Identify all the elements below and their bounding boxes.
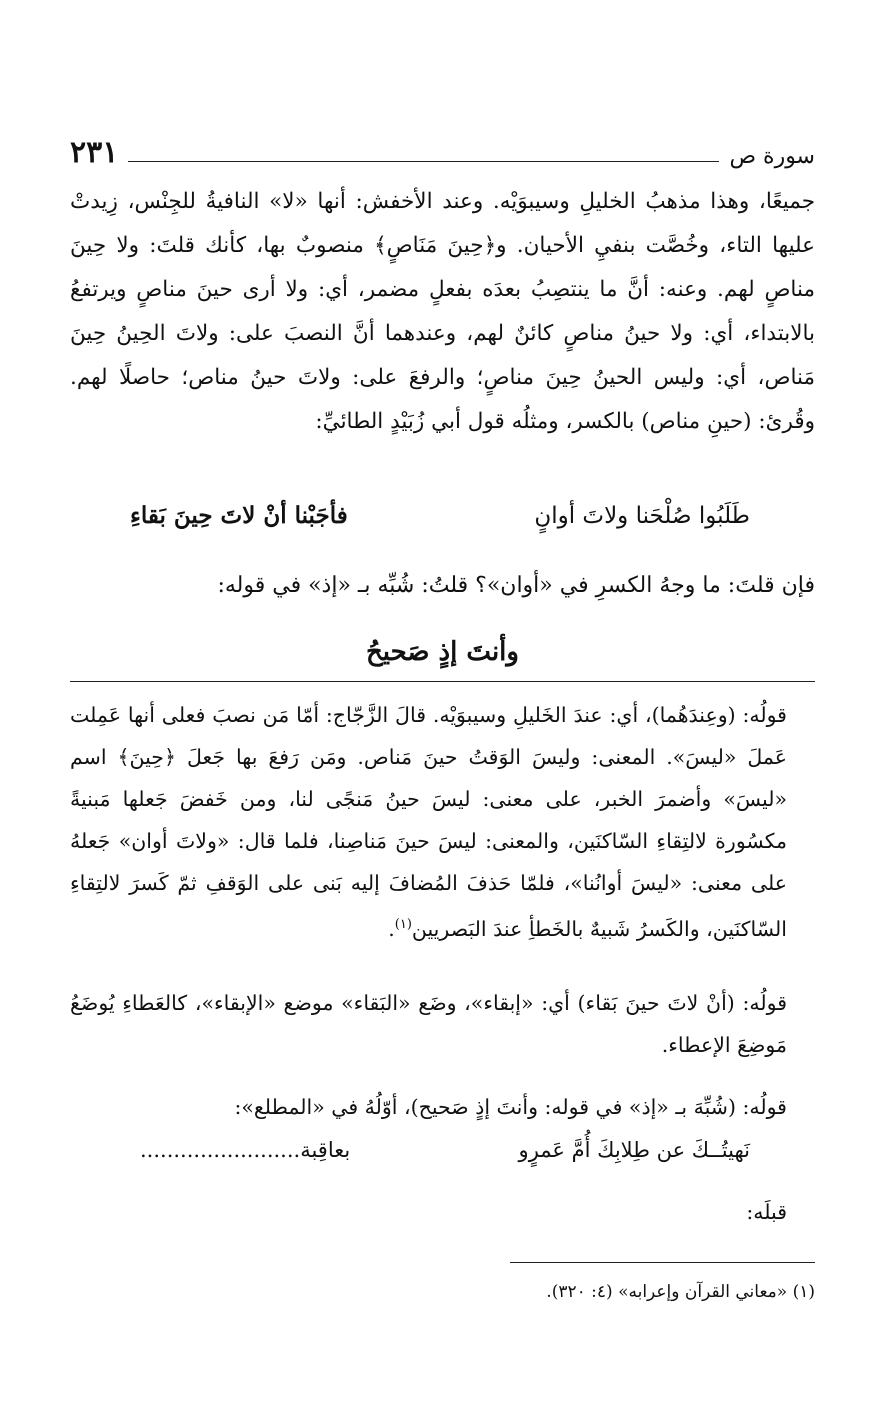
main-paragraph: جميعًا، وهذا مذهبُ الخليلِ وسيبوَيْه. وعند الأخفش: أنها «لا» النافيةُ للجِنْس، زِيدتْ عليها التاء، وخُصَّت بنفيِ الأحيان. و﴿حِينَ مَنَاصٍ﴾ منصوبٌ بها، كأنك قلتَ: ولا حِينَ مناصٍ لهم. وعنه: أنَّ ما ينتصِبُ بعدَه بفعلٍ مضمر، أي: ولا أرى حينَ مناصٍ ويرتفعُ بالابتداء، أي: ولا حينُ مناصٍ كائنٌ لهم، وعندهما أنَّ النصبَ على: ولاتَ الحِينُ حِينَ مَناص، أي: وليس الحينُ حِينَ مناصٍ؛ والرفعَ على: ولاتَ حينُ مناص؛ حاصلًا لهم. وقُرئ: (حينِ مناص) بالكسر، ومثلُه قول أبي زُبَيْدٍ الطائيِّ:: [70, 189, 815, 434]
poetry-verse-2: [140, 1130, 750, 1170]
header-rule: [128, 161, 719, 162]
page-header: [70, 124, 815, 168]
commentary-block-2: [70, 982, 815, 1066]
commentary-paragraph-1: قولُه: (وعِندَهُما)، أي: عندَ الخَليلِ وسيبوَيْه. قالَ الزَّجّاج: أمّا مَن نصبَ فعلى أنها عَمِلت عَملَ «ليسَ». المعنى: وليسَ الوَقتُ حينَ مَناص. ومَن رَفعَ بها جَعلَ ﴿حِينَ﴾ اسم «ليسَ» وأضمرَ الخبر، على معنى: ليسَ حينُ مَنجًى لنا، ومن خَفضَ جَعلها مَبنيةً مكسُورة لالتِقاءِ السّاكنَين، والمعنى: ليسَ حينَ مَناصِنا، فلما قال: «ولاتَ أوان» جَعلهُ على معنى: «ليسَ أوانُنا»، فلمّا حَذفَ المُضافَ إليه بَنى على الوَقفِ ثمّ كَسرَ لالتِقاءِ السّاكنَين، والكَسرُ شَبيهٌ بالخَطأِ عندَ البَصريين$^{(١)}$.: [70, 703, 787, 941]
footnote-marker: (١): [394, 917, 412, 932]
commentary-block-1: [70, 694, 815, 950]
surah-title: سورة ص: [729, 144, 815, 169]
commentary-paragraph-2: قولُه: (أنْ لاتَ حينَ بَقاء) أي: «إبقاء»، وضَع «البَقاء» موضع «الإبقاء»، كالعَطاءِ يُوضَعُ مَوضِعَ الإعطاء.: [70, 991, 787, 1057]
qabla-block: [70, 1192, 815, 1232]
commentary-paragraph-3: قولُه: (شُبِّهَ بـ «إذ» في قوله: وأنتَ إذٍ صَحيح)، أوّلُهُ في «المطلع»:: [234, 1095, 787, 1119]
poetry-verse-1: [130, 496, 750, 536]
verse1-second-hemistich: فأجَبْنا أنْ لاتَ حِينَ بَقاءِ: [130, 502, 348, 529]
main-text-block: [70, 180, 815, 444]
commentary-block-3: [70, 1086, 815, 1128]
page-number: ٢٣١: [70, 135, 119, 170]
commentary1-text: قولُه: (وعِندَهُما)، أي: عندَ الخَليلِ وسيبوَيْه. قالَ الزَّجّاج: أمّا مَن نصبَ فعلى أنها عَمِلت عَملَ «ليسَ». المعنى: وليسَ الوَقتُ حينَ مَناص. ومَن رَفعَ بها جَعلَ ﴿حِينَ﴾ اسم «ليسَ» وأضمرَ الخبر، على معنى: ليسَ حينُ مَنجًى لنا، ومن خَفضَ جَعلها مَبنيةً مكسُورة لالتِقاءِ السّاكنَين، والمعنى: ليسَ حينَ مَناصِنا، فلما قال: «ولاتَ أوان» جَعلهُ على معنى: «ليسَ أوانُنا»، فلمّا حَذفَ المُضافَ إليه بَنى على الوَقفِ ثمّ كَسرَ لالتِقاءِ السّاكنَين، والكَسرُ شَبيهٌ بالخَطأِ عندَ البَصريين: [70, 703, 787, 941]
footnote-rule: [510, 1262, 815, 1263]
verse2-first-hemistich: نَهيتُــكَ عن طِلابِكَ أُمَّ عَمرٍو: [518, 1138, 750, 1162]
quoted-phrase: وأنتَ إذٍ صَحيحُ: [366, 637, 519, 667]
question-line: فإن قلتَ: ما وجهُ الكسرِ في «أوان»؟ قلتُ: شُبِّه بـ «إذ» في قوله:: [217, 573, 815, 598]
qabla-text: قبلَه:: [746, 1200, 787, 1224]
footnote: (١) «معاني القرآن وإعرابه» (٤: ٣٢٠).: [546, 1282, 815, 1302]
commentary-divider: [70, 681, 815, 682]
verse2-second-hemistich: بعاقِبة........................: [140, 1138, 351, 1162]
verse1-first-hemistich: طَلَبُوا صُلْحَنا ولاتَ أوانٍ: [534, 503, 750, 529]
question-line-block: [70, 566, 815, 606]
